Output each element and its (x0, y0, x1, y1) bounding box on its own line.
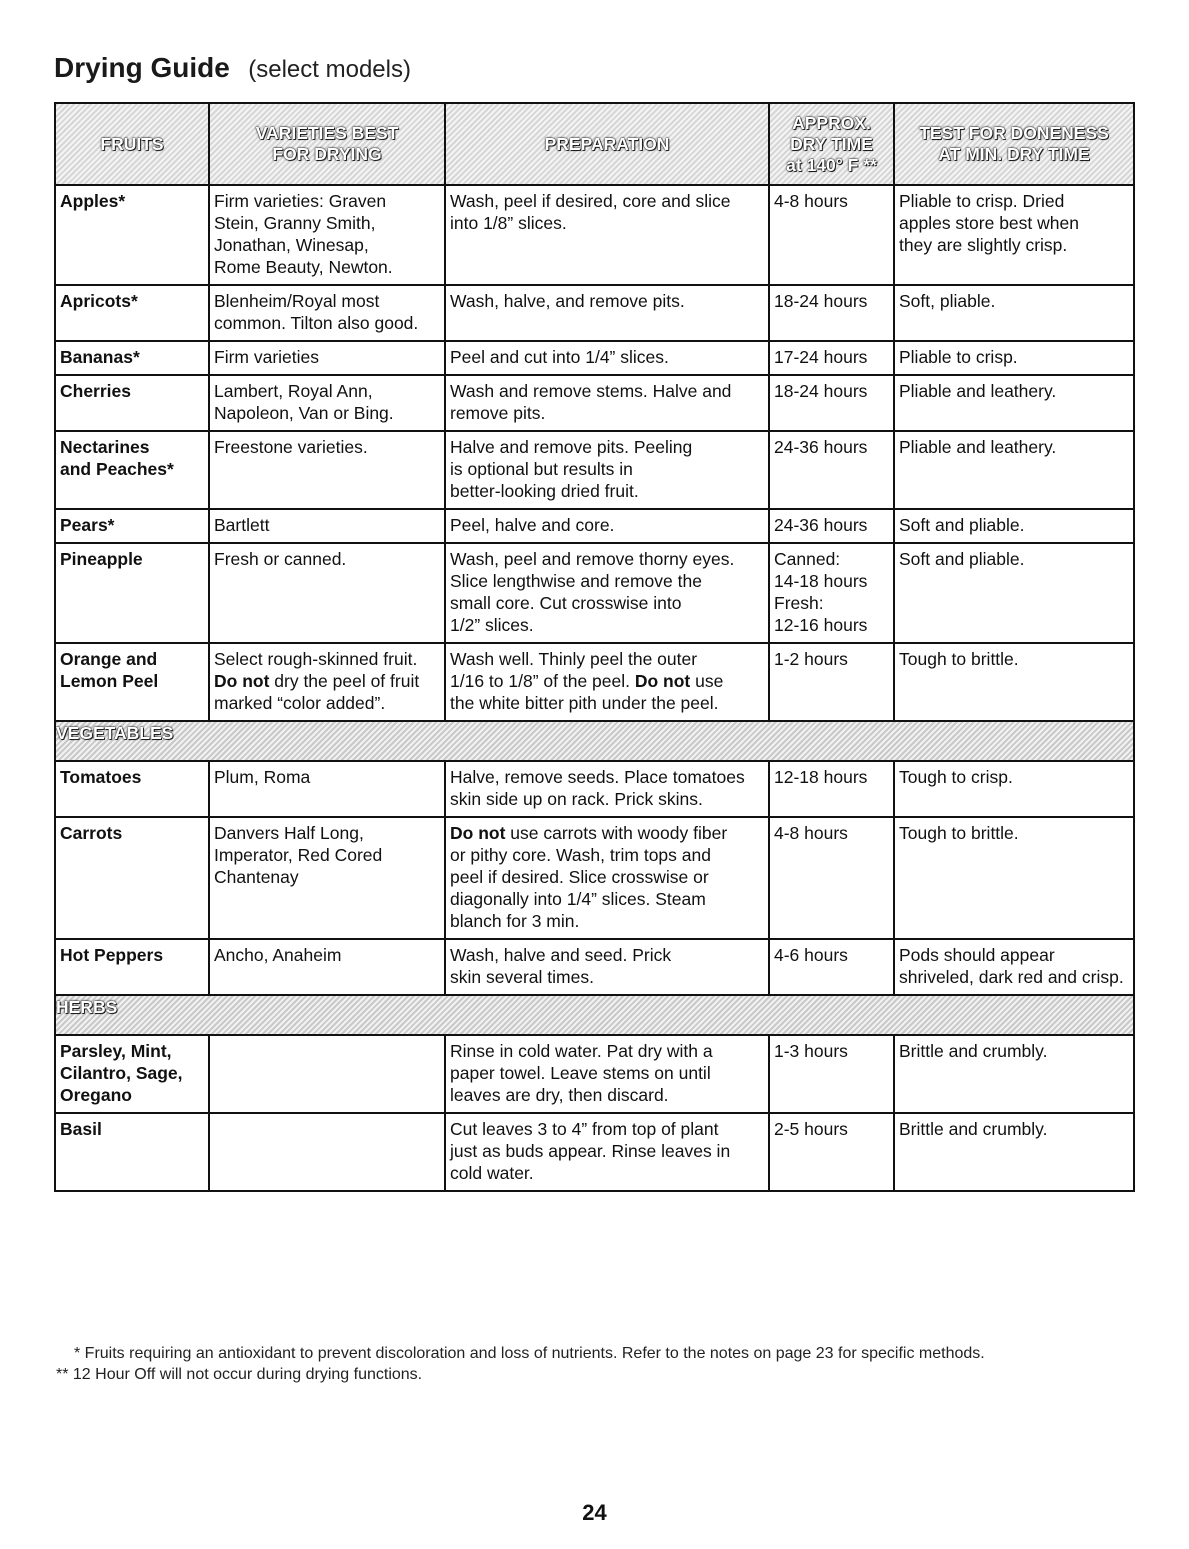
footnotes (56, 1343, 1146, 1385)
cell-line: 2-5 hours (774, 1119, 848, 1139)
cell-line: the white bitter pith under the peel. (450, 693, 719, 713)
cell-line: 24-36 hours (774, 437, 868, 457)
dry-time-cell (769, 431, 894, 509)
doneness-cell (894, 1035, 1134, 1113)
cell-line: Pineapple (60, 549, 143, 569)
herbs-section-header (55, 995, 1134, 1035)
cell-line: Hot Peppers (60, 945, 164, 965)
cell-line: Lambert, Royal Ann, (214, 381, 373, 401)
cell-line: Fresh: (774, 593, 824, 613)
food-name-cell (55, 761, 209, 817)
cell-line: Freestone varieties. (214, 437, 368, 457)
cell-line: Brittle and crumbly. (899, 1041, 1048, 1061)
cell-line: Pliable to crisp. (899, 347, 1018, 367)
cell-line: Canned: (774, 549, 841, 569)
cell-line: diagonally into 1/4” slices. Steam (450, 889, 706, 909)
cell-line: 4-6 hours (774, 945, 848, 965)
cell-line: Tough to brittle. (899, 649, 1019, 669)
footnote-antioxidant: * Fruits requiring an antioxidant to prevent discoloration and loss of nutrients. Refer to the notes on page 23 for specific methods. (74, 1345, 985, 1362)
food-name-cell (55, 939, 209, 995)
herbs-section (55, 1035, 1134, 1191)
cell-line: 17-24 hours (774, 347, 868, 367)
cell-line: peel if desired. Slice crosswise or (450, 867, 709, 887)
varieties-cell (209, 509, 445, 543)
food-name-cell (55, 341, 209, 375)
vegetables-section (55, 761, 1134, 995)
cell-line: Ancho, Anaheim (214, 945, 342, 965)
footnote-hour-off: ** 12 Hour Off will not occur during drying functions. (56, 1366, 423, 1383)
header-preparation: PREPARATION (445, 103, 769, 185)
table-row (55, 375, 1134, 431)
doneness-cell (894, 431, 1134, 509)
cell-line: Tough to crisp. (899, 767, 1013, 787)
food-name-cell (55, 1035, 209, 1113)
cell-line: Wash, peel and remove thorny eyes. (450, 549, 735, 569)
header-doneness: TEST FOR DONENESS AT MIN. DRY TIME (894, 103, 1134, 185)
page-subtitle: (select models) (248, 56, 411, 83)
preparation-cell (445, 817, 769, 939)
cell-line: they are slightly crisp. (899, 235, 1068, 255)
cell-line: Fresh or canned. (214, 549, 347, 569)
cell-line: cold water. (450, 1163, 534, 1183)
cell-line: and Peaches* (60, 459, 174, 479)
cell-line: blanch for 3 min. (450, 911, 580, 931)
dry-time-cell (769, 543, 894, 643)
dry-time-cell (769, 939, 894, 995)
table-row (55, 817, 1134, 939)
cell-line: Lemon Peel (60, 671, 159, 691)
section-label-vegetables: VEGETABLES (55, 721, 1134, 761)
cell-line: Wash and remove stems. Halve and (450, 381, 732, 401)
drying-guide-table (54, 102, 1135, 1192)
table-header-row (55, 103, 1134, 185)
varieties-cell (209, 1113, 445, 1191)
table-row (55, 431, 1134, 509)
preparation-cell (445, 509, 769, 543)
table-row (55, 509, 1134, 543)
doneness-cell (894, 285, 1134, 341)
cell-line: Stein, Granny Smith, (214, 213, 376, 233)
cell-line: common. Tilton also good. (214, 313, 419, 333)
dry-time-cell (769, 375, 894, 431)
cell-line: 24-36 hours (774, 515, 868, 535)
cell-line: Soft, pliable. (899, 291, 996, 311)
cell-line: Imperator, Red Cored (214, 845, 383, 865)
cell-line: Rome Beauty, Newton. (214, 257, 393, 277)
header-dry-time: APPROX. DRY TIME at 140° F ** (769, 103, 894, 185)
doneness-cell (894, 939, 1134, 995)
cell-line: Soft and pliable. (899, 515, 1025, 535)
cell-line: apples store best when (899, 213, 1079, 233)
doneness-cell (894, 375, 1134, 431)
cell-line: Do not use carrots with woody fiber (450, 823, 728, 843)
cell-line: remove pits. (450, 403, 546, 423)
cell-line: Jonathan, Winesap, (214, 235, 369, 255)
page-title-row (54, 52, 411, 84)
food-name-cell (55, 509, 209, 543)
cell-line: Orange and (60, 649, 158, 669)
cell-line: Bartlett (214, 515, 270, 535)
cell-line: 14-18 hours (774, 571, 868, 591)
cell-line: Slice lengthwise and remove the (450, 571, 702, 591)
food-name-cell (55, 431, 209, 509)
dry-time-cell (769, 761, 894, 817)
cell-line: Wash well. Thinly peel the outer (450, 649, 698, 669)
doneness-cell (894, 509, 1134, 543)
doneness-cell (894, 341, 1134, 375)
cell-line: Select rough-skinned fruit. (214, 649, 418, 669)
cell-line: Bananas* (60, 347, 140, 367)
cell-line: Carrots (60, 823, 123, 843)
doneness-cell (894, 543, 1134, 643)
doneness-cell (894, 1113, 1134, 1191)
table-row (55, 185, 1134, 285)
preparation-cell (445, 341, 769, 375)
cell-line: 4-8 hours (774, 823, 848, 843)
cell-line: Blenheim/Royal most (214, 291, 380, 311)
cell-line: Wash, halve and seed. Prick (450, 945, 672, 965)
cell-line: Oregano (60, 1085, 132, 1105)
varieties-cell (209, 543, 445, 643)
varieties-cell (209, 185, 445, 285)
cell-line: Tough to brittle. (899, 823, 1019, 843)
cell-line: Pods should appear (899, 945, 1055, 965)
cell-line: Pliable and leathery. (899, 437, 1057, 457)
cell-line: Basil (60, 1119, 102, 1139)
dry-time-cell (769, 341, 894, 375)
cell-line: Halve and remove pits. Peeling (450, 437, 693, 457)
cell-line: Do not dry the peel of fruit (214, 671, 420, 691)
preparation-cell (445, 431, 769, 509)
food-name-cell (55, 1113, 209, 1191)
varieties-cell (209, 285, 445, 341)
cell-line: marked “color added”. (214, 693, 386, 713)
preparation-cell (445, 1035, 769, 1113)
preparation-cell (445, 285, 769, 341)
cell-line: Nectarines (60, 437, 150, 457)
cell-line: skin side up on rack. Prick skins. (450, 789, 703, 809)
table-row (55, 543, 1134, 643)
food-name-cell (55, 643, 209, 721)
doneness-cell (894, 643, 1134, 721)
cell-line: Apples* (60, 191, 126, 211)
preparation-cell (445, 543, 769, 643)
cell-line: is optional but results in (450, 459, 633, 479)
table-row (55, 761, 1134, 817)
cell-line: Parsley, Mint, (60, 1041, 172, 1061)
dry-time-cell (769, 1113, 894, 1191)
dry-time-cell (769, 509, 894, 543)
varieties-cell (209, 431, 445, 509)
food-name-cell (55, 285, 209, 341)
preparation-cell (445, 761, 769, 817)
header-fruits: FRUITS (55, 103, 209, 185)
cell-line: Napoleon, Van or Bing. (214, 403, 394, 423)
cell-line: 18-24 hours (774, 381, 868, 401)
cell-line: Soft and pliable. (899, 549, 1025, 569)
preparation-cell (445, 185, 769, 285)
page-number: 24 (582, 1500, 607, 1525)
food-name-cell (55, 817, 209, 939)
preparation-cell (445, 375, 769, 431)
cell-line: Peel, halve and core. (450, 515, 615, 535)
food-name-cell (55, 543, 209, 643)
dry-time-cell (769, 185, 894, 285)
cell-line: Firm varieties (214, 347, 320, 367)
doneness-cell (894, 185, 1134, 285)
page-title: Drying Guide (54, 52, 230, 83)
varieties-cell (209, 761, 445, 817)
cell-line: just as buds appear. Rinse leaves in (450, 1141, 731, 1161)
preparation-cell (445, 939, 769, 995)
cell-line: 4-8 hours (774, 191, 848, 211)
varieties-cell (209, 1035, 445, 1113)
preparation-cell (445, 1113, 769, 1191)
food-name-cell (55, 375, 209, 431)
cell-line: Halve, remove seeds. Place tomatoes (450, 767, 745, 787)
dry-time-cell (769, 285, 894, 341)
table-row (55, 1035, 1134, 1113)
table-row (55, 643, 1134, 721)
varieties-cell (209, 939, 445, 995)
cell-line: Pliable to crisp. Dried (899, 191, 1065, 211)
cell-line: Cut leaves 3 to 4” from top of plant (450, 1119, 719, 1139)
cell-line: Firm varieties: Graven (214, 191, 387, 211)
cell-line: 1-2 hours (774, 649, 848, 669)
cell-line: Chantenay (214, 867, 299, 887)
cell-line: skin several times. (450, 967, 594, 987)
cell-line: Tomatoes (60, 767, 142, 787)
cell-line: paper towel. Leave stems on until (450, 1063, 711, 1083)
varieties-cell (209, 375, 445, 431)
cell-line: Plum, Roma (214, 767, 311, 787)
table-row (55, 285, 1134, 341)
cell-line: Cherries (60, 381, 132, 401)
cell-line: 1/2” slices. (450, 615, 534, 635)
section-row-vegetables (55, 721, 1134, 761)
cell-line: small core. Cut crosswise into (450, 593, 682, 613)
cell-line: shriveled, dark red and crisp. (899, 967, 1124, 987)
cell-line: 18-24 hours (774, 291, 868, 311)
cell-line: Peel and cut into 1/4” slices. (450, 347, 669, 367)
cell-line: Danvers Half Long, (214, 823, 364, 843)
varieties-cell (209, 643, 445, 721)
fruits-section (55, 185, 1134, 721)
cell-line: 12-16 hours (774, 615, 868, 635)
dry-time-cell (769, 817, 894, 939)
section-row-herbs (55, 995, 1134, 1035)
cell-line: 1/16 to 1/8” of the peel. Do not use (450, 671, 724, 691)
cell-line: Brittle and crumbly. (899, 1119, 1048, 1139)
cell-line: into 1/8” slices. (450, 213, 567, 233)
cell-line: Pliable and leathery. (899, 381, 1057, 401)
cell-line: leaves are dry, then discard. (450, 1085, 669, 1105)
dry-time-cell (769, 643, 894, 721)
cell-line: 1-3 hours (774, 1041, 848, 1061)
preparation-cell (445, 643, 769, 721)
doneness-cell (894, 817, 1134, 939)
varieties-cell (209, 341, 445, 375)
vegetables-section-header (55, 721, 1134, 761)
cell-line: or pithy core. Wash, trim tops and (450, 845, 711, 865)
food-name-cell (55, 185, 209, 285)
cell-line: 12-18 hours (774, 767, 868, 787)
header-varieties: VARIETIES BEST FOR DRYING (209, 103, 445, 185)
cell-line: better-looking dried fruit. (450, 481, 639, 501)
section-label-herbs: HERBS (55, 995, 1134, 1035)
cell-line: Cilantro, Sage, (60, 1063, 183, 1083)
table-row (55, 341, 1134, 375)
cell-line: Wash, halve, and remove pits. (450, 291, 685, 311)
table-row (55, 1113, 1134, 1191)
cell-line: Rinse in cold water. Pat dry with a (450, 1041, 713, 1061)
cell-line: Pears* (60, 515, 115, 535)
dry-time-cell (769, 1035, 894, 1113)
doneness-cell (894, 761, 1134, 817)
cell-line: Apricots* (60, 291, 138, 311)
table-row (55, 939, 1134, 995)
varieties-cell (209, 817, 445, 939)
cell-line: Wash, peel if desired, core and slice (450, 191, 731, 211)
